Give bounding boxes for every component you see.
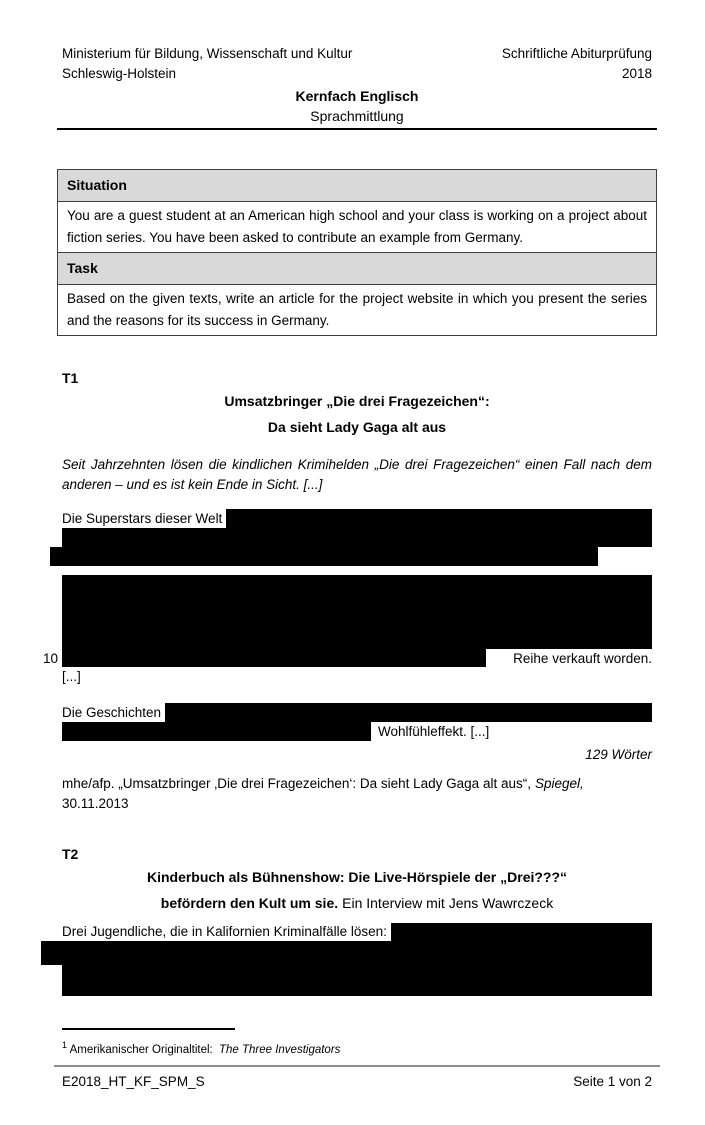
footnote-marker: 1 [62,1040,68,1050]
line-number-10: 10 [43,651,59,666]
text2-title-line1: Kinderbuch als Bühnenshow: Die Live-Hörspiele der „Drei???“ [146,869,568,885]
redacted-paragraph-3 [62,703,652,741]
situation-text: You are a guest student at an American high school and your class is working on a project about fiction series. You have been asked to contribute an example from Germany. [58,202,656,253]
text-line [62,722,652,741]
fragment-wohlfuehl: Wohlfühleffekt. [...] [378,724,490,739]
redaction-bar [62,649,486,667]
text1-title [62,388,652,440]
text2-title-line2-bold: befördern den Kult um sie. [160,895,339,911]
redaction-bar [391,923,652,941]
ministry-block [62,44,352,84]
text2-title [62,864,652,916]
fragment-superstars: Die Superstars dieser Welt [62,511,223,526]
header-rule [57,128,657,130]
footnote-separator [62,1028,235,1030]
situation-task-table [57,169,657,336]
source-text: mhe/afp. „Umsatzbringer ‚Die drei Fragezeichen‘: Da sieht Lady Gaga alt aus“, [62,776,531,791]
redaction-bar [50,547,598,566]
text-line [62,509,652,528]
exam-block [502,44,652,84]
redaction-bar [62,965,652,996]
redaction-bar [62,575,652,649]
page-footer [62,1072,652,1091]
footer-rule [54,1065,660,1067]
footnote-text: Amerikanischer Originaltitel: [69,1043,213,1056]
task-text: Based on the given texts, write an article for the project website in which you present the series and the reasons for its success in Germany. [67,291,647,328]
text2-title-line2 [62,890,652,916]
text-line [62,923,652,941]
text-line [43,649,652,667]
fragment-reihe: Reihe verkauft worden. [513,651,652,666]
page-number: Seite 1 von 2 [573,1073,652,1089]
page-bottom-block [62,1028,652,1091]
redaction-bar [226,509,652,528]
subject-title: Kernfach Englisch [295,88,419,104]
redaction-bar [41,941,652,965]
fragment-geschichten: Die Geschichten [62,705,162,720]
exam-year: 2018 [621,66,652,81]
redaction-bar [62,528,652,547]
ministry-line1: Ministerium für Bildung, Wissenschaft und Kultur [62,46,353,61]
text-line [62,703,652,722]
text1-title-line1: Umsatzbringer „Die drei Fragezeichen“: [224,393,490,409]
text1-lead-paragraph: Seit Jahrzehnten lösen die kindlichen Krimihelden „Die drei Fragezeichen“ einen Fall nach dem anderen – und es ist kein Ende in Sicht. [...] [62,457,652,492]
exam-mode: Sprachmittlung [310,108,404,124]
fragment-jugendliche: Drei Jugendliche, die in Kalifornien Kriminalfälle lösen: [62,924,387,939]
source-line1 [62,774,652,794]
text1-label: T1 [62,370,79,386]
exam-title: Schriftliche Abiturprüfung [501,46,652,61]
text2-label: T2 [62,846,79,862]
task-heading: Task [58,253,656,285]
footnote-original-title: The Three Investigators [218,1043,341,1056]
situation-heading: Situation [58,170,656,202]
document-id: E2018_HT_KF_SPM_S [62,1073,205,1089]
ministry-line2: Schleswig-Holstein [62,66,177,81]
text1-source-citation [62,774,652,814]
redacted-paragraph-1 [62,509,652,566]
redaction-bar [62,722,371,741]
text2-title-line2-regular: Ein Interview mit Jens Wawrczeck [342,895,554,911]
source-date: 30.11.2013 [62,796,129,811]
document-header [62,44,652,84]
footnote [62,1038,652,1058]
redaction-bar [165,703,652,722]
word-count: 129 Wörter [585,747,652,762]
source-publication: Spiegel, [534,776,584,791]
ellipsis-marker: [...] [62,669,81,684]
redacted-paragraph-2 [43,575,652,686]
text1-title-line2: Da sieht Lady Gaga alt aus [267,419,447,435]
